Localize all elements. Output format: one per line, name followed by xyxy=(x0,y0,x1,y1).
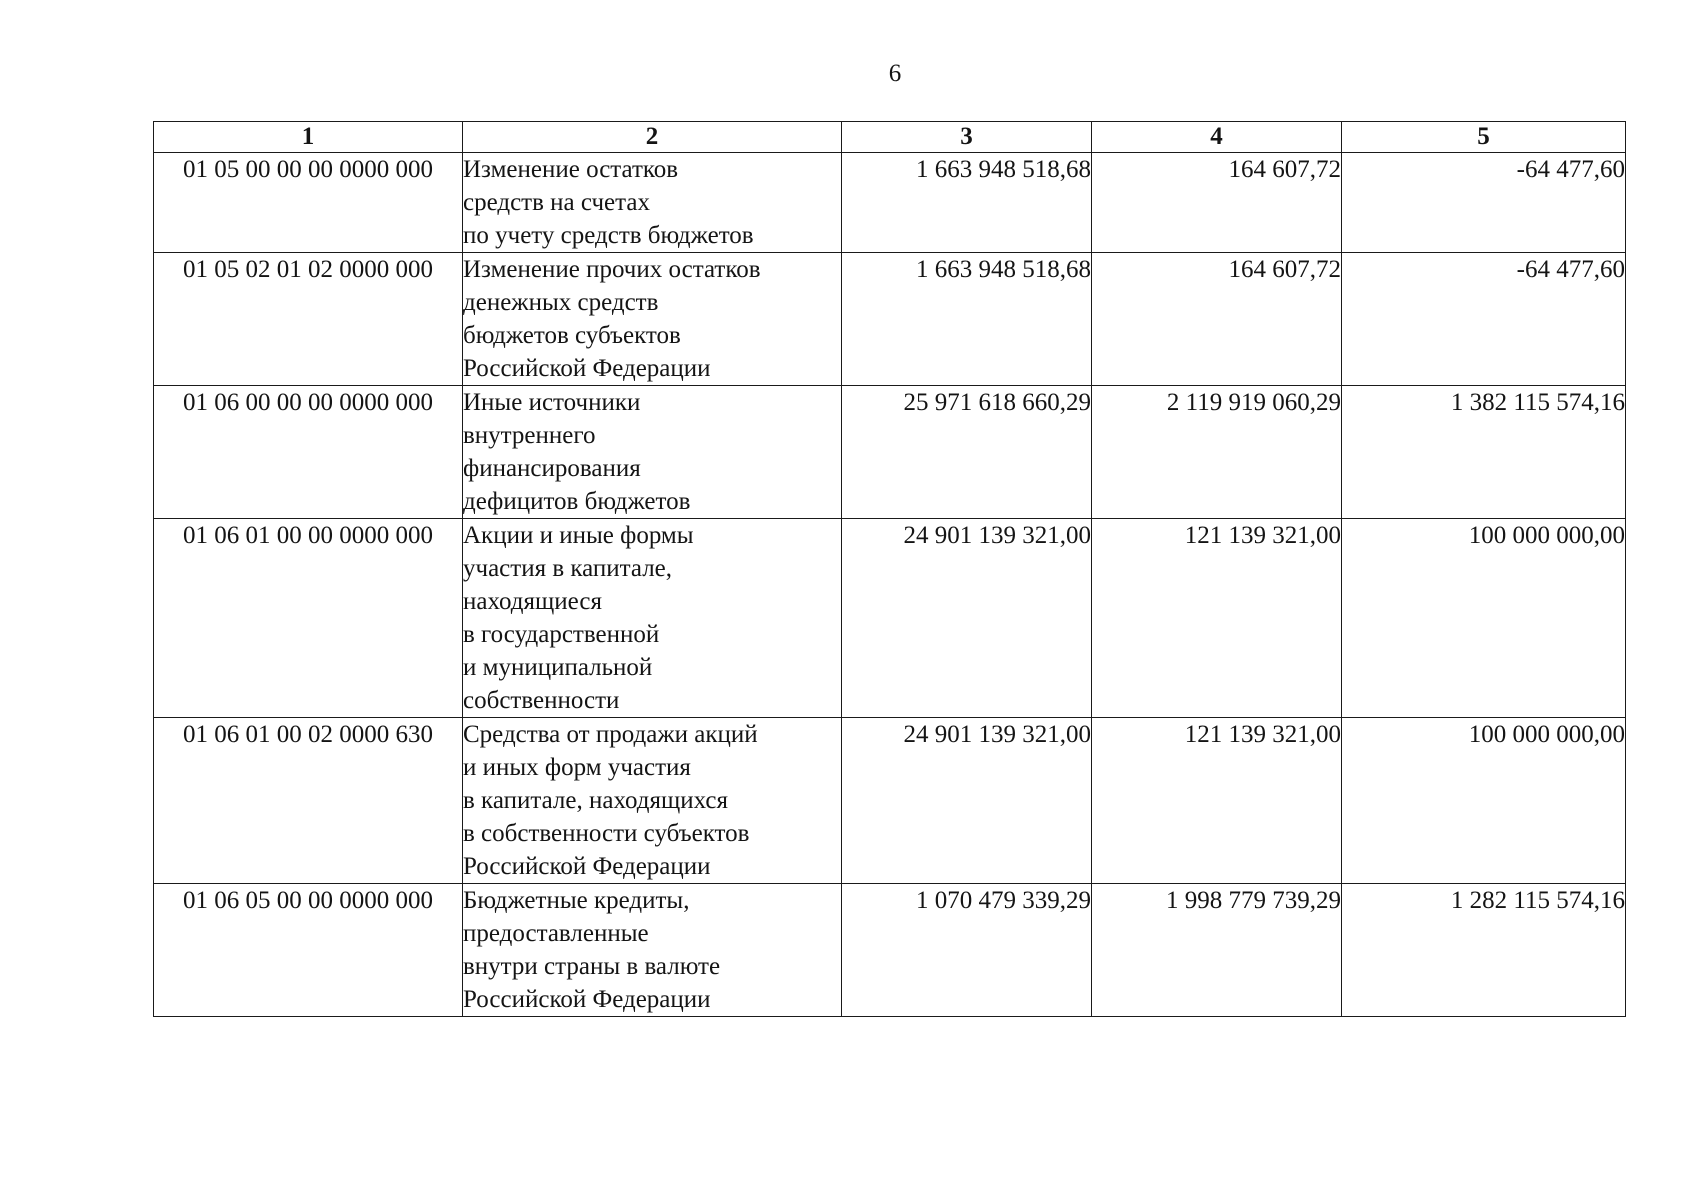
source-name-line: предоставленные xyxy=(463,920,649,947)
amount-col3-cell: 1 070 479 339,29 xyxy=(842,884,1092,1017)
table-row xyxy=(154,253,1626,386)
column-header-1: 1 xyxy=(154,122,463,153)
amount-col5-cell: -64 477,60 xyxy=(1342,253,1626,386)
amount-col3-cell: 25 971 618 660,29 xyxy=(842,386,1092,519)
page-number: 6 xyxy=(888,60,902,87)
table-row xyxy=(154,153,1626,253)
column-header-5: 5 xyxy=(1342,122,1626,153)
source-name-line: внутри страны в валюте xyxy=(463,953,721,980)
source-name-line: Средства от продажи акций xyxy=(463,721,758,748)
source-name-line: дефицитов бюджетов xyxy=(463,488,691,515)
classification-code-cell: 01 06 01 00 02 0000 630 xyxy=(154,718,463,884)
source-name-line: Акции и иные формы xyxy=(463,522,694,549)
amount-col4-cell: 164 607,72 xyxy=(1092,253,1342,386)
classification-code-cell: 01 05 00 00 00 0000 000 xyxy=(154,153,463,253)
source-name-line: финансирования xyxy=(463,455,641,482)
amount-col3-cell: 24 901 139 321,00 xyxy=(842,718,1092,884)
source-name-line: участия в капитале, xyxy=(463,555,673,582)
column-number-header-row xyxy=(154,122,1626,153)
source-name-line: Изменение прочих остатков xyxy=(463,256,761,283)
source-name-cell xyxy=(463,718,842,884)
source-name-line: денежных средств xyxy=(463,289,659,316)
source-name-line: и иных форм участия xyxy=(463,754,691,781)
source-name-line: собственности xyxy=(463,687,620,714)
source-name-line: Иные источники xyxy=(463,389,641,416)
column-header-2: 2 xyxy=(463,122,842,153)
source-name-line: находящиеся xyxy=(463,588,602,615)
amount-col4-cell: 164 607,72 xyxy=(1092,153,1342,253)
source-name-line: по учету средств бюджетов xyxy=(463,222,754,249)
source-name-line: Изменение остатков xyxy=(463,156,679,183)
amount-col5-cell: 100 000 000,00 xyxy=(1342,718,1626,884)
source-name-line: в капитале, находящихся xyxy=(463,787,728,814)
source-name-line: средств на счетах xyxy=(463,189,650,216)
source-name-line: Российской Федерации xyxy=(463,355,711,382)
source-name-cell xyxy=(463,153,842,253)
source-name-cell xyxy=(463,519,842,718)
amount-col4-cell: 121 139 321,00 xyxy=(1092,519,1342,718)
table-row xyxy=(154,519,1626,718)
amount-col4-cell: 1 998 779 739,29 xyxy=(1092,884,1342,1017)
table-row xyxy=(154,386,1626,519)
source-name-line: внутреннего xyxy=(463,422,596,449)
source-name-cell xyxy=(463,253,842,386)
source-name-line: и муниципальной xyxy=(463,654,653,681)
source-name-line: бюджетов субъектов xyxy=(463,322,681,349)
source-name-line: Российской Федерации xyxy=(463,853,711,880)
source-name-line: в собственности субъектов xyxy=(463,820,750,847)
classification-code-cell: 01 06 05 00 00 0000 000 xyxy=(154,884,463,1017)
amount-col3-cell: 1 663 948 518,68 xyxy=(842,253,1092,386)
amount-col3-cell: 1 663 948 518,68 xyxy=(842,153,1092,253)
classification-code-cell: 01 05 02 01 02 0000 000 xyxy=(154,253,463,386)
amount-col5-cell: 1 282 115 574,16 xyxy=(1342,884,1626,1017)
source-name-line: Российской Федерации xyxy=(463,986,711,1013)
classification-code-cell: 01 06 00 00 00 0000 000 xyxy=(154,386,463,519)
amount-col4-cell: 121 139 321,00 xyxy=(1092,718,1342,884)
amount-col5-cell: 1 382 115 574,16 xyxy=(1342,386,1626,519)
table-row xyxy=(154,718,1626,884)
source-name-cell xyxy=(463,386,842,519)
amount-col5-cell: 100 000 000,00 xyxy=(1342,519,1626,718)
column-header-4: 4 xyxy=(1092,122,1342,153)
source-name-line: Бюджетные кредиты, xyxy=(463,887,690,914)
amount-col3-cell: 24 901 139 321,00 xyxy=(842,519,1092,718)
table-row xyxy=(154,884,1626,1017)
amount-col4-cell: 2 119 919 060,29 xyxy=(1092,386,1342,519)
source-name-line: в государственной xyxy=(463,621,660,648)
classification-code-cell: 01 06 01 00 00 0000 000 xyxy=(154,519,463,718)
source-name-cell xyxy=(463,884,842,1017)
budget-sources-table xyxy=(153,121,1626,1017)
column-header-3: 3 xyxy=(842,122,1092,153)
amount-col5-cell: -64 477,60 xyxy=(1342,153,1626,253)
